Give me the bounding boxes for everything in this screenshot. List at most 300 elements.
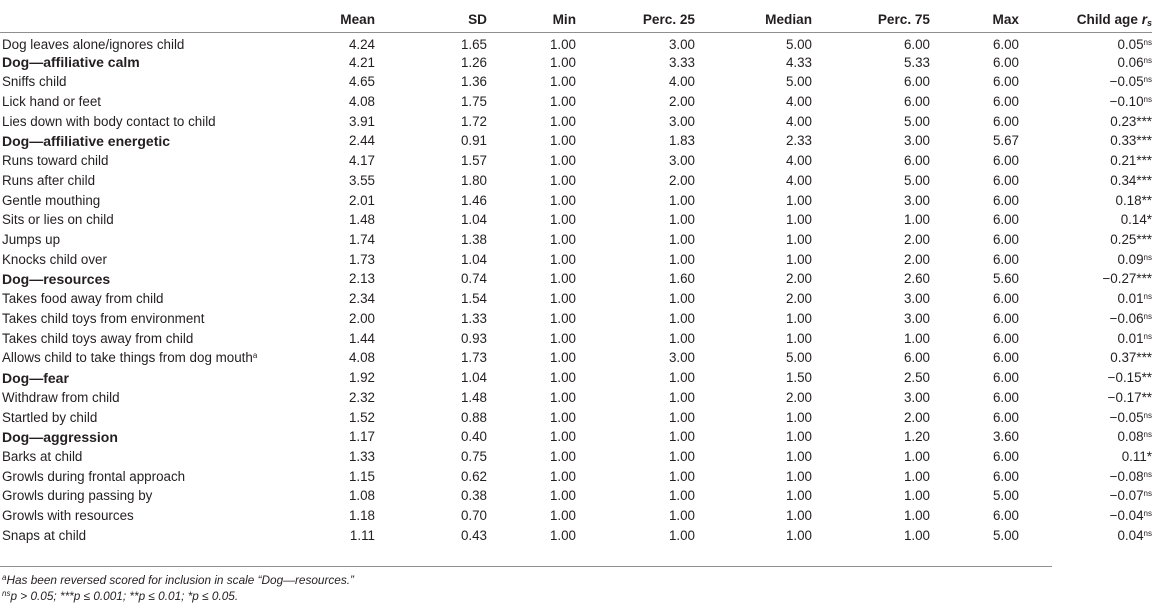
- significance-marker: ns: [1143, 331, 1152, 341]
- row-label: [0, 407, 257, 427]
- cell-p25: 1.00: [668, 251, 695, 267]
- cell-child-age-rs: [1019, 427, 1152, 447]
- cell-p75: 5.33: [903, 54, 930, 70]
- cell-sd: 0.74: [460, 271, 487, 287]
- cell-child-age-rs: [1019, 249, 1152, 269]
- cell-max: 6.00: [992, 409, 1019, 425]
- cell-max: 5.67: [992, 133, 1019, 149]
- cell-p25: 1.00: [668, 192, 695, 208]
- cell-median: 4.00: [785, 113, 812, 129]
- cell-child-age-rs: [1019, 33, 1152, 53]
- cell-mean: 1.08: [348, 488, 375, 504]
- cell-min: 1.00: [549, 212, 576, 228]
- bottom-rule: [0, 566, 1052, 567]
- cell-sd: 1.72: [460, 113, 487, 129]
- cell-p25: 2.00: [668, 94, 695, 110]
- cell-max: 6.00: [992, 37, 1019, 53]
- header-median: Median: [765, 12, 812, 27]
- row-label-text: Takes child toys from environment: [2, 310, 205, 326]
- cell-mean: 4.08: [348, 350, 375, 366]
- header-perc25: Perc. 25: [642, 12, 695, 27]
- cell-child-age-rs: [1019, 230, 1152, 250]
- cell-min: 1.00: [549, 133, 576, 149]
- table-row: [0, 525, 1152, 545]
- footnote-a: [2, 572, 354, 588]
- cell-min: 1.00: [549, 370, 576, 386]
- row-label: [0, 309, 257, 329]
- cell-max: 6.00: [992, 153, 1019, 169]
- rs-value: 0.33: [1110, 133, 1137, 149]
- cell-mean: 3.55: [348, 172, 375, 188]
- significance-marker: ***: [1136, 232, 1152, 248]
- row-label: [0, 525, 257, 545]
- row-label: [0, 289, 257, 309]
- table-row: [0, 486, 1152, 506]
- cell-max: 6.00: [992, 350, 1019, 366]
- cell-max: 6.00: [992, 232, 1019, 248]
- cell-p25: 1.00: [668, 527, 695, 543]
- cell-median: 4.00: [785, 153, 812, 169]
- table-body: [0, 33, 1152, 546]
- rs-value: 0.14: [1120, 212, 1147, 228]
- header-child-age-sub: s: [1146, 17, 1152, 28]
- cell-max: 5.00: [992, 527, 1019, 543]
- cell-min: 1.00: [549, 468, 576, 484]
- table-row: [0, 506, 1152, 526]
- cell-max: 6.00: [992, 74, 1019, 90]
- cell-max: 6.00: [992, 370, 1019, 386]
- row-label: [0, 348, 257, 368]
- cell-p75: 1.00: [903, 448, 930, 464]
- cell-median: 1.00: [785, 232, 812, 248]
- cell-child-age-rs: [1019, 269, 1152, 289]
- row-label: [0, 131, 257, 151]
- row-label: [0, 92, 257, 112]
- rs-value: 0.01: [1117, 330, 1144, 346]
- significance-marker: ns: [1143, 55, 1152, 65]
- cell-max: 6.00: [992, 113, 1019, 129]
- cell-p75: 3.00: [903, 310, 930, 326]
- cell-sd: 0.93: [460, 330, 487, 346]
- cell-max: 6.00: [992, 330, 1019, 346]
- table-row: [0, 92, 1152, 112]
- scale-row: [0, 368, 1152, 388]
- cell-mean: 2.32: [348, 389, 375, 405]
- cell-p75: 2.60: [903, 271, 930, 287]
- row-label: [0, 269, 257, 289]
- row-label: [0, 506, 257, 526]
- cell-child-age-rs: [1019, 466, 1152, 486]
- significance-marker: ns: [1143, 38, 1152, 48]
- cell-child-age-rs: [1019, 131, 1152, 151]
- row-label: [0, 427, 257, 447]
- cell-median: 5.00: [785, 350, 812, 366]
- row-label-text: Dog—affiliative energetic: [2, 132, 171, 149]
- cell-max: 6.00: [992, 508, 1019, 524]
- cell-max: 6.00: [992, 448, 1019, 464]
- cell-child-age-rs: [1019, 52, 1152, 72]
- cell-min: 1.00: [549, 508, 576, 524]
- cell-p75: 1.00: [903, 527, 930, 543]
- cell-median: 5.00: [785, 74, 812, 90]
- cell-sd: 1.33: [460, 310, 487, 326]
- significance-marker: ***: [1136, 113, 1152, 129]
- cell-min: 1.00: [549, 330, 576, 346]
- header-min: Min: [552, 12, 576, 27]
- cell-sd: 1.38: [460, 232, 487, 248]
- cell-p25: 1.00: [668, 429, 695, 445]
- scale-row: [0, 52, 1152, 72]
- row-label-text: Dog—affiliative calm: [2, 54, 140, 71]
- cell-mean: 1.11: [349, 527, 375, 543]
- header-label: [0, 7, 257, 32]
- cell-mean: 4.08: [348, 94, 375, 110]
- cell-p75: 2.00: [903, 232, 930, 248]
- cell-mean: 1.73: [348, 251, 375, 267]
- rs-value: −0.08: [1109, 468, 1144, 484]
- cell-p25: 4.00: [668, 74, 695, 90]
- cell-mean: 1.92: [348, 370, 375, 386]
- table-row: [0, 151, 1152, 171]
- cell-p25: 1.00: [668, 232, 695, 248]
- cell-min: 1.00: [549, 488, 576, 504]
- rs-value: −0.05: [1109, 74, 1144, 90]
- cell-mean: 2.34: [348, 291, 375, 307]
- cell-sd: 0.88: [460, 409, 487, 425]
- cell-min: 1.00: [549, 350, 576, 366]
- rs-value: 0.08: [1117, 429, 1144, 445]
- cell-mean: 1.48: [348, 212, 375, 228]
- row-label-text: Dog—fear: [2, 369, 69, 386]
- footnote-sig-text: p > 0.05; ***p ≤ 0.001; **p ≤ 0.01; *p ≤ 0.05.: [10, 589, 239, 603]
- cell-max: 6.00: [992, 212, 1019, 228]
- header-sd: SD: [468, 12, 487, 27]
- cell-min: 1.00: [549, 527, 576, 543]
- cell-median: 4.00: [785, 172, 812, 188]
- cell-sd: 0.38: [460, 488, 487, 504]
- row-label: [0, 486, 257, 506]
- cell-mean: 2.00: [348, 310, 375, 326]
- cell-median: 1.00: [785, 508, 812, 524]
- cell-p75: 1.00: [903, 330, 930, 346]
- cell-mean: 1.74: [348, 232, 375, 248]
- row-label: [0, 72, 257, 92]
- cell-min: 1.00: [549, 429, 576, 445]
- cell-median: 1.00: [785, 212, 812, 228]
- cell-p25: 3.00: [668, 113, 695, 129]
- row-label: [0, 33, 257, 53]
- cell-p25: 3.00: [668, 153, 695, 169]
- cell-child-age-rs: [1019, 151, 1152, 171]
- row-label-text: Jumps up: [2, 232, 61, 248]
- rs-value: −0.04: [1109, 508, 1144, 524]
- cell-child-age-rs: [1019, 92, 1152, 112]
- cell-sd: 1.73: [460, 350, 487, 366]
- cell-mean: 1.44: [348, 330, 375, 346]
- significance-marker: *: [1146, 448, 1152, 464]
- significance-marker: **: [1141, 192, 1152, 208]
- rs-value: −0.10: [1109, 94, 1144, 110]
- cell-min: 1.00: [549, 409, 576, 425]
- significance-marker: ***: [1136, 271, 1152, 287]
- row-label-footnote-marker: a: [252, 351, 258, 361]
- cell-p75: 3.00: [903, 389, 930, 405]
- cell-max: 6.00: [992, 251, 1019, 267]
- cell-max: 6.00: [992, 172, 1019, 188]
- cell-p25: 1.00: [668, 370, 695, 386]
- table-row: [0, 447, 1152, 467]
- header-mean: Mean: [340, 12, 375, 27]
- cell-median: 1.00: [785, 448, 812, 464]
- cell-mean: 4.21: [348, 54, 375, 70]
- cell-p75: 5.00: [903, 113, 930, 129]
- cell-max: 6.00: [992, 389, 1019, 405]
- rs-value: −0.27: [1102, 271, 1137, 287]
- cell-child-age-rs: [1019, 309, 1152, 329]
- significance-marker: ns: [1143, 509, 1152, 519]
- scale-row: [0, 131, 1152, 151]
- cell-mean: 2.01: [348, 192, 375, 208]
- row-label-text: Runs after child: [2, 172, 96, 188]
- table-row: [0, 72, 1152, 92]
- cell-p25: 1.00: [668, 310, 695, 326]
- cell-max: 3.60: [992, 429, 1019, 445]
- row-label: [0, 230, 257, 250]
- row-label: [0, 210, 257, 230]
- row-label: [0, 111, 257, 131]
- row-label-text: Growls during frontal approach: [2, 468, 186, 484]
- header-max: Max: [992, 12, 1019, 27]
- row-label-text: Allows child to take things from dog mouth: [2, 350, 253, 366]
- cell-p25: 1.00: [668, 508, 695, 524]
- cell-mean: 2.13: [348, 271, 375, 287]
- table-row: [0, 190, 1152, 210]
- cell-p25: 1.00: [668, 409, 695, 425]
- header-child-age-r: r: [1141, 11, 1147, 27]
- row-label: [0, 387, 257, 407]
- cell-p75: 3.00: [903, 133, 930, 149]
- cell-mean: 3.91: [348, 113, 375, 129]
- row-label-text: Startled by child: [2, 409, 98, 425]
- cell-median: 2.00: [785, 291, 812, 307]
- table-row: [0, 407, 1152, 427]
- cell-median: 1.00: [785, 251, 812, 267]
- cell-max: 6.00: [992, 94, 1019, 110]
- row-label-text: Dog leaves alone/ignores child: [2, 37, 185, 53]
- row-label-text: Barks at child: [2, 448, 83, 464]
- footnote-sig-marker: ns: [2, 589, 11, 598]
- row-label: [0, 190, 257, 210]
- cell-p75: 6.00: [903, 350, 930, 366]
- scale-row: [0, 269, 1152, 289]
- table-row: [0, 289, 1152, 309]
- row-label-text: Sits or lies on child: [2, 212, 114, 228]
- cell-median: 2.00: [785, 389, 812, 405]
- header-child-age: [1019, 7, 1152, 32]
- table-row: [0, 309, 1152, 329]
- cell-p25: 1.60: [668, 271, 695, 287]
- cell-median: 2.33: [785, 133, 812, 149]
- row-label: [0, 328, 257, 348]
- cell-min: 1.00: [549, 251, 576, 267]
- row-label: [0, 249, 257, 269]
- significance-marker: ***: [1136, 172, 1152, 188]
- row-label: [0, 368, 257, 388]
- cell-median: 1.00: [785, 310, 812, 326]
- rs-value: 0.11: [1121, 448, 1147, 464]
- header-perc75: Perc. 75: [877, 12, 930, 27]
- significance-marker: ns: [1143, 528, 1152, 538]
- cell-child-age-rs: [1019, 447, 1152, 467]
- significance-marker: ns: [1143, 489, 1152, 499]
- row-label: [0, 447, 257, 467]
- row-label-text: Withdraw from child: [2, 389, 120, 405]
- rs-value: −0.06: [1109, 310, 1144, 326]
- cell-sd: 0.43: [460, 527, 487, 543]
- cell-child-age-rs: [1019, 210, 1152, 230]
- cell-mean: 1.17: [348, 429, 375, 445]
- cell-p75: 6.00: [903, 94, 930, 110]
- cell-child-age-rs: [1019, 486, 1152, 506]
- cell-max: 6.00: [992, 310, 1019, 326]
- cell-p75: 6.00: [903, 37, 930, 53]
- cell-p75: 6.00: [903, 74, 930, 90]
- row-label-text: Sniffs child: [2, 74, 67, 90]
- cell-child-age-rs: [1019, 525, 1152, 545]
- rs-value: 0.21: [1110, 153, 1137, 169]
- cell-child-age-rs: [1019, 328, 1152, 348]
- cell-p75: 6.00: [903, 153, 930, 169]
- row-label-text: Dog—resources: [2, 270, 111, 287]
- cell-sd: 1.54: [460, 291, 487, 307]
- cell-mean: 4.65: [348, 74, 375, 90]
- row-label: [0, 171, 257, 191]
- cell-child-age-rs: [1019, 111, 1152, 131]
- cell-sd: 0.75: [460, 448, 487, 464]
- cell-median: 4.33: [785, 54, 812, 70]
- cell-max: 6.00: [992, 468, 1019, 484]
- rs-value: 0.23: [1110, 113, 1137, 129]
- cell-mean: 1.18: [348, 508, 375, 524]
- footnote-a-text: Has been reversed scored for inclusion in scale “Dog—resources.”: [6, 573, 354, 587]
- cell-median: 2.00: [785, 271, 812, 287]
- cell-sd: 1.36: [460, 74, 487, 90]
- cell-p75: 1.20: [903, 429, 930, 445]
- rs-value: 0.37: [1110, 350, 1137, 366]
- rs-value: −0.15: [1107, 370, 1142, 386]
- table-row: [0, 387, 1152, 407]
- row-label-text: Dog—aggression: [2, 428, 118, 445]
- table-row: [0, 210, 1152, 230]
- cell-median: 1.00: [785, 330, 812, 346]
- cell-p25: 1.00: [668, 448, 695, 464]
- cell-p75: 2.00: [903, 251, 930, 267]
- cell-median: 1.00: [785, 527, 812, 543]
- cell-p25: 1.00: [668, 389, 695, 405]
- significance-marker: ns: [1143, 410, 1152, 420]
- cell-min: 1.00: [549, 37, 576, 53]
- cell-p75: 3.00: [903, 192, 930, 208]
- cell-max: 5.60: [992, 271, 1019, 287]
- cell-median: 1.00: [785, 488, 812, 504]
- row-label: [0, 466, 257, 486]
- cell-mean: 1.15: [348, 468, 375, 484]
- cell-median: 1.00: [785, 468, 812, 484]
- rs-value: 0.06: [1117, 54, 1144, 70]
- significance-marker: ***: [1136, 153, 1152, 169]
- cell-sd: 0.70: [460, 508, 487, 524]
- table-row: [0, 33, 1152, 53]
- header-child-age-prefix: Child age: [1076, 11, 1142, 27]
- significance-marker: ns: [1143, 95, 1152, 105]
- cell-child-age-rs: [1019, 387, 1152, 407]
- row-label: [0, 151, 257, 171]
- cell-mean: 4.17: [348, 153, 375, 169]
- cell-min: 1.00: [549, 389, 576, 405]
- cell-median: 1.00: [785, 429, 812, 445]
- cell-mean: 2.44: [348, 133, 375, 149]
- cell-p25: 1.83: [668, 133, 695, 149]
- cell-p25: 1.00: [668, 488, 695, 504]
- row-label-text: Lies down with body contact to child: [2, 113, 216, 129]
- significance-marker: *: [1146, 212, 1152, 228]
- cell-p75: 1.00: [903, 212, 930, 228]
- cell-child-age-rs: [1019, 506, 1152, 526]
- cell-median: 5.00: [785, 37, 812, 53]
- cell-p25: 3.00: [668, 37, 695, 53]
- row-label-text: Growls during passing by: [2, 488, 153, 504]
- cell-min: 1.00: [549, 448, 576, 464]
- cell-max: 5.00: [992, 488, 1019, 504]
- rs-value: 0.34: [1110, 172, 1137, 188]
- cell-p75: 1.00: [903, 468, 930, 484]
- table-row: [0, 111, 1152, 131]
- cell-p75: 3.00: [903, 291, 930, 307]
- significance-marker: ns: [1143, 75, 1152, 85]
- cell-p25: 1.00: [668, 291, 695, 307]
- cell-sd: 0.40: [460, 429, 487, 445]
- cell-sd: 1.04: [460, 212, 487, 228]
- cell-sd: 0.91: [460, 133, 487, 149]
- footnotes: [2, 572, 354, 604]
- cell-child-age-rs: [1019, 171, 1152, 191]
- significance-marker: **: [1141, 389, 1152, 405]
- cell-p75: 1.00: [903, 488, 930, 504]
- rs-value: −0.17: [1107, 389, 1142, 405]
- cell-min: 1.00: [549, 94, 576, 110]
- significance-marker: ns: [1143, 311, 1152, 321]
- table-row: [0, 328, 1152, 348]
- cell-p25: 2.00: [668, 172, 695, 188]
- row-label-text: Knocks child over: [2, 251, 107, 267]
- rs-value: 0.01: [1117, 291, 1144, 307]
- cell-min: 1.00: [549, 113, 576, 129]
- cell-child-age-rs: [1019, 190, 1152, 210]
- table-row: [0, 249, 1152, 269]
- cell-max: 6.00: [992, 192, 1019, 208]
- row-label-text: Takes food away from child: [2, 291, 164, 307]
- significance-marker: ns: [1143, 252, 1152, 262]
- cell-sd: 1.57: [460, 153, 487, 169]
- cell-p25: 1.00: [668, 468, 695, 484]
- rs-value: −0.05: [1109, 409, 1144, 425]
- cell-min: 1.00: [549, 153, 576, 169]
- significance-marker: ns: [1143, 469, 1152, 479]
- significance-marker: ns: [1143, 292, 1152, 302]
- rs-value: 0.05: [1117, 37, 1144, 53]
- cell-child-age-rs: [1019, 407, 1152, 427]
- cell-child-age-rs: [1019, 368, 1152, 388]
